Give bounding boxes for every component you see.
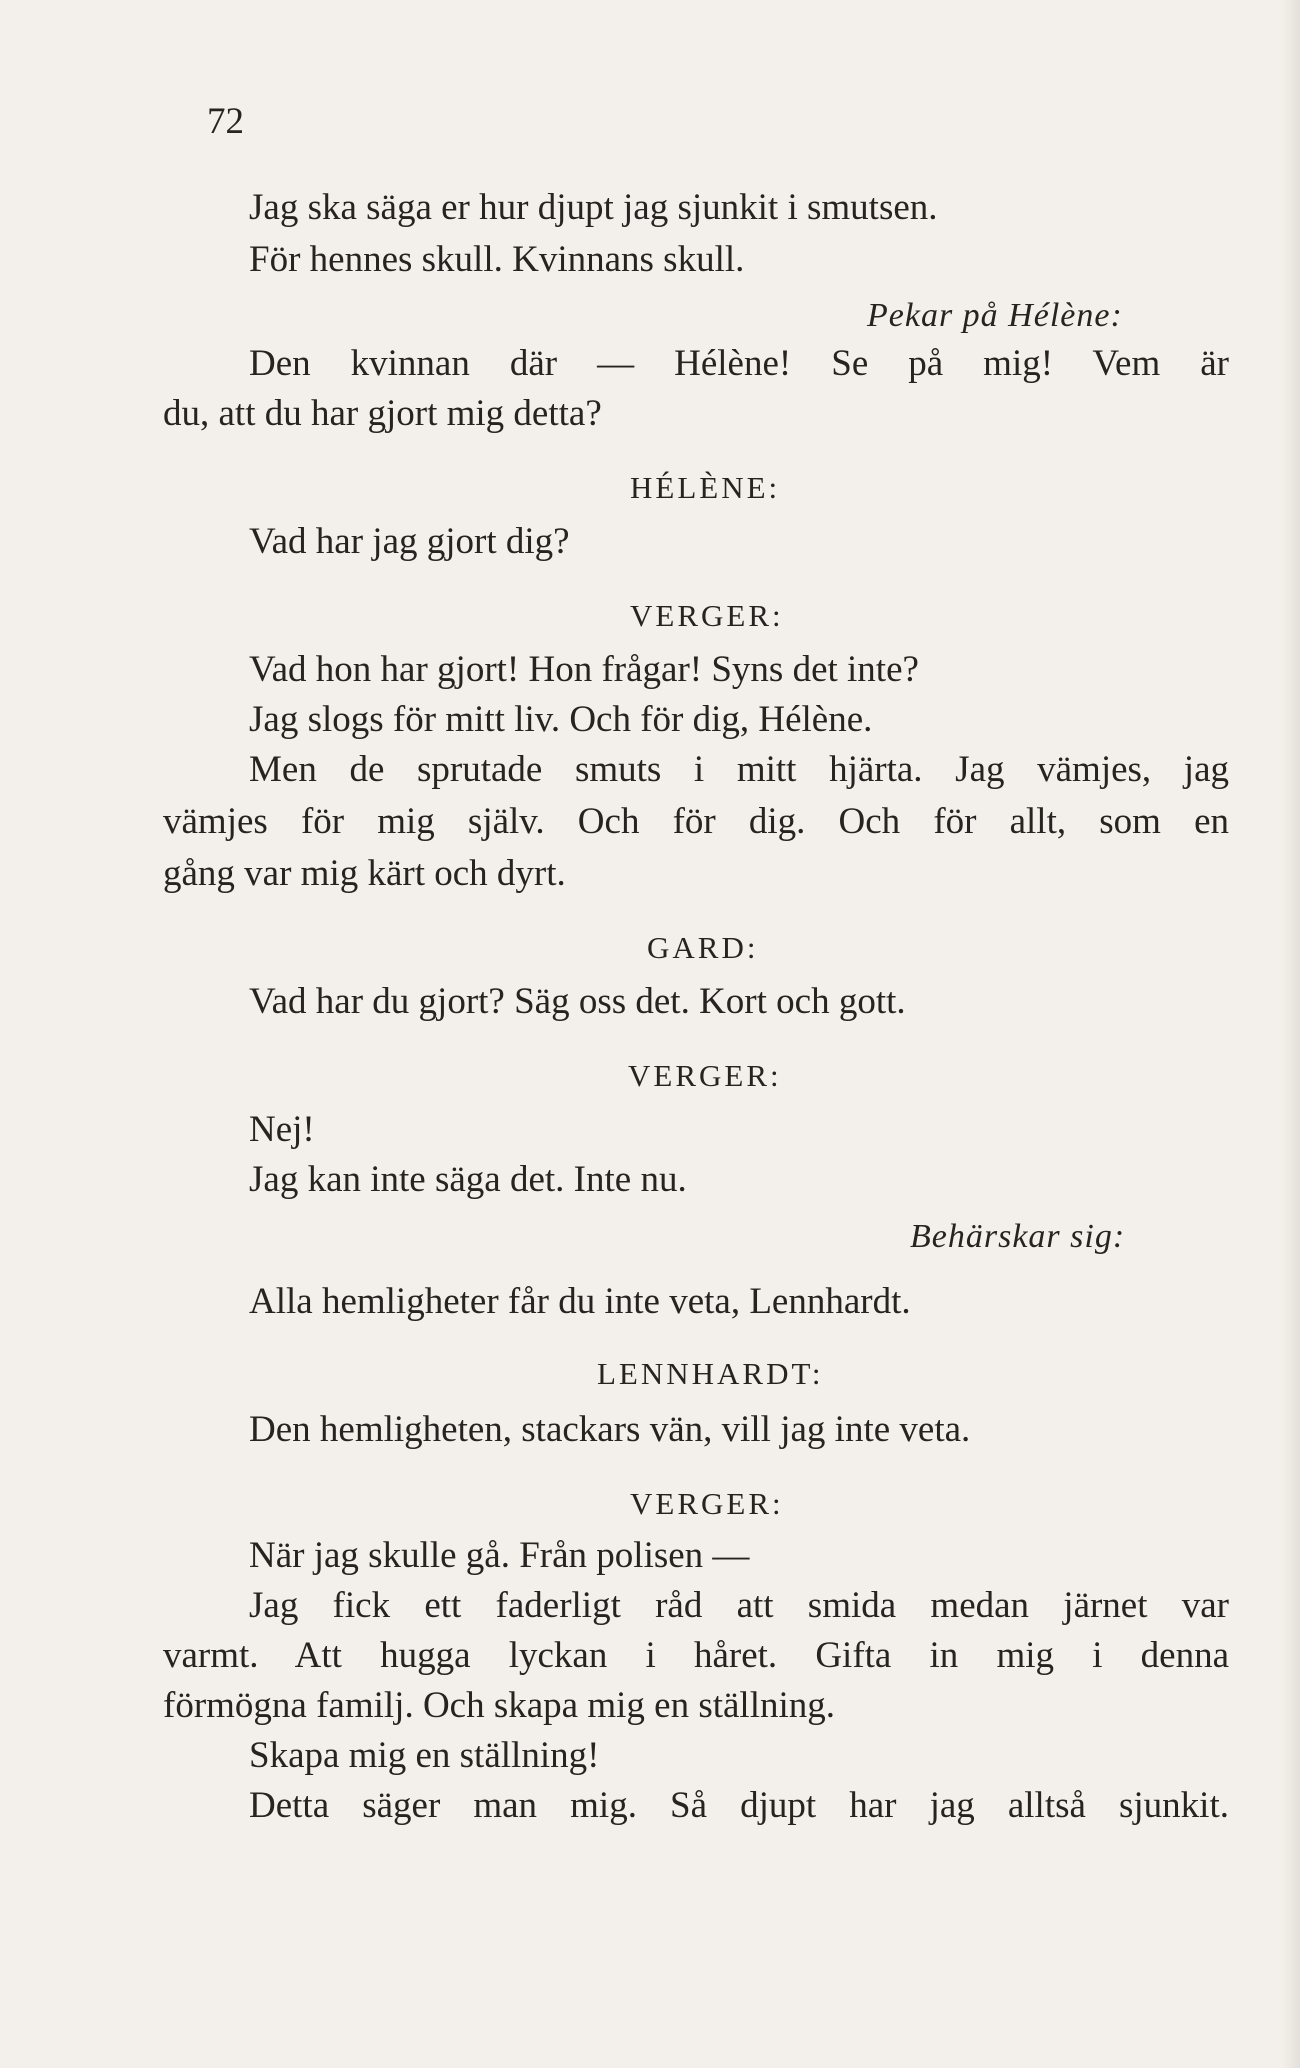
text-line: Den kvinnan där — Hélène! Se på mig! Vem är: [249, 343, 1229, 384]
speaker-name: GARD:: [647, 930, 759, 965]
text-line: varmt. Att hugga lyckan i håret. Gifta in mig i denna: [163, 1635, 1229, 1676]
text-line: Den hemligheten, stackars vän, vill jag inte veta.: [249, 1409, 971, 1450]
text-line: Detta säger man mig. Så djupt har jag alltså sjunkit.: [249, 1785, 1229, 1826]
text-line: Jag fick ett faderligt råd att smida medan järnet var: [249, 1585, 1229, 1626]
text-line: Nej!: [249, 1109, 315, 1150]
page-edge-shadow: [1282, 0, 1300, 2068]
text-line: För hennes skull. Kvinnans skull.: [249, 239, 745, 280]
text-line: Vad hon har gjort! Hon frågar! Syns det inte?: [249, 649, 919, 690]
page-number: 72: [207, 101, 244, 142]
stage-direction: Behärskar sig:: [910, 1218, 1126, 1255]
text-line: Jag slogs för mitt liv. Och för dig, Hélène.: [249, 699, 873, 740]
text-line: När jag skulle gå. Från polisen —: [249, 1535, 750, 1576]
speaker-name: VERGER:: [630, 598, 784, 633]
speaker-name: VERGER:: [630, 1486, 784, 1521]
text-line: Vad har jag gjort dig?: [249, 521, 570, 562]
text-line: Alla hemligheter får du inte veta, Lennhardt.: [249, 1281, 911, 1322]
text-line: Jag ska säga er hur djupt jag sjunkit i smutsen.: [249, 187, 938, 228]
text-line: Skapa mig en ställning!: [249, 1735, 600, 1776]
text-line: förmögna familj. Och skapa mig en ställning.: [163, 1685, 836, 1726]
stage-direction: Pekar på Hélène:: [867, 297, 1123, 334]
text-line: gång var mig kärt och dyrt.: [163, 853, 566, 894]
speaker-name: LENNHARDT:: [597, 1356, 824, 1391]
speaker-name: HÉLÈNE:: [630, 470, 781, 505]
text-line: du, att du har gjort mig detta?: [163, 393, 602, 434]
text-line: Jag kan inte säga det. Inte nu.: [249, 1159, 687, 1200]
text-line: Men de sprutade smuts i mitt hjärta. Jag vämjes, jag: [249, 749, 1229, 790]
text-line: vämjes för mig själv. Och för dig. Och för allt, som en: [163, 801, 1229, 842]
text-line: Vad har du gjort? Säg oss det. Kort och gott.: [249, 981, 906, 1022]
speaker-name: VERGER:: [628, 1058, 782, 1093]
